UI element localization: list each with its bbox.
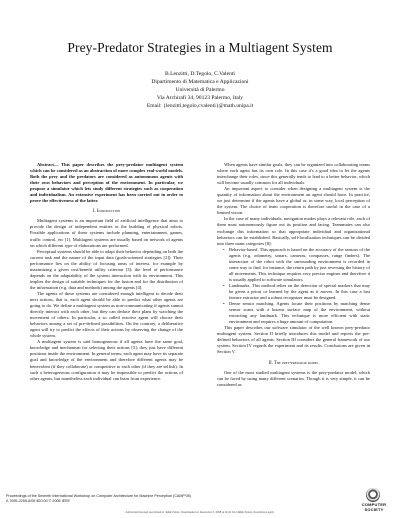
proceedings-line: Proceedings of the Seventh International Workshop on Computer Architecture for Machine Perception (CAMP'05) bbox=[6, 494, 191, 498]
list-item-dense-sensor: • Dense sensor matching. Agents locate their positions by matching dense sensor scans with a known surface map of the environment, without extracting any landmark. This technique is more efficient with static environment and requires a huge amount of computation. bbox=[229, 301, 370, 325]
list-item-landmarks: • Landmarks. This method relies on the detection of special markers that may be given a priori or learned by the agent as it moves. In this case a fast feature extractor and a robust recognizer must be designed. bbox=[229, 283, 370, 301]
author-department: Dipartimento di Matematica e Applicazioni bbox=[151, 79, 249, 85]
download-notice: Authorized licensed use limited to: IEEE Xplore. Downloaded on December 6, 2008 at 02:22 from IEEE Xplore. Restrictions apply. bbox=[125, 511, 275, 514]
right-column bbox=[217, 162, 370, 388]
intro-paragraph-4: A multiagent system is said homogeneous if all agents have the same goal, knowledge and mechanism for selecting their actions [5]; they just have different positions inside the environment. In general terms, each agent may have its separate goal and knowledge of the environment and therefore different agents may be benevolent (if they collaborate) or competitive to each other (if they are selfish). In such a heterogeneous configuration it may be impossible to predict the actions of other agents, but nonetheless each individual can learn from experience. bbox=[30, 339, 183, 381]
author-block bbox=[0, 70, 400, 110]
left-column bbox=[30, 162, 183, 382]
section-heading-prey-predator: II. The prey-predator model bbox=[268, 360, 319, 366]
isbn-line: 0-7695-2255-6/05 $20.00 © 2005 IEEE bbox=[6, 498, 71, 503]
body-paragraph-5: One of the most studied multiagent systems is the prey-predator model, which can be faced by using many different scenarios. Though it is very simple, it can be considered as bbox=[217, 369, 370, 387]
intro-paragraph-1: Multiagent systems is an important field of artificial intelligence that aims to provide the design of independent entities or the building of physical robots. Possible applications of these systems include planning, entertainment, games, traffic control, etc [1]. Multiagent systems are usually based on network of agents on which different type of elaborations are performed. bbox=[30, 218, 183, 248]
paper-title: Prey-Predator Strategies in a Multiagent System bbox=[67, 40, 333, 55]
body-paragraph-4: This paper describes our software simulator of the well known prey-predator multiagent system. Section II briefly introduces this model and reports the pre-defined behaviors of all agents. Section III considers the general framework of our system. Section IV regards the experiment and its results. Conclusions are given in Section V. bbox=[217, 325, 370, 355]
section-heading-introduction: I. Introduction bbox=[92, 209, 121, 215]
body-paragraph-3: In the case of many individuals, navigation modes plays a relevant role, each of them must autonomously figure out its position and facing. Teammates can also exchange this information so that appropriate individual and organizational behaviors can be established. Basically, self-localization techniques can be divided into three main categories [8]: bbox=[217, 216, 370, 246]
body-paragraph-2: An important aspect to consider when designing a multiagent system is the quantity of information about the environment an agent should have. In practice, we just determine if the agents have a global or, in some way, local perception of the system. The choice of team cooperation is therefore useful in the case of a limited vision. bbox=[217, 186, 370, 216]
intro-paragraph-2: Perceptual systems should be able to adapt their behavior depending on both the current task and the nature of the input data (goals-oriented strategies [2]). Their performance lies on the ability of focusing areas of interest, for example by maximizing a given cost/benefit utility criterion [3]; the level of performance depends on the adaptability of the system interaction with its environment. This implies the design of suitable techniques for the fusion and for the distribution of the information (e.g. data and methods) among the agents [4]. bbox=[30, 248, 183, 290]
abstract: Abstract— This paper describes the prey-predator multiagent system which can be considered as an abstraction of more complex real-world models. Both the prey and the predators are considered as autonomous agents with their own behaviors and perception of the environment. In particular, we propose a simulator which lets study different strategies such as cooperation and individualism. An extensive experiment has been carried out in order to prove the effectiveness of the latter. bbox=[30, 162, 183, 204]
author-email: Email: {lenzitti,tegolo,cvalenti}@math.unipa.it bbox=[146, 103, 254, 109]
seal-icon bbox=[366, 488, 380, 502]
logo-line-2: SOCIETY bbox=[364, 506, 384, 512]
author-address: Via Archirafi 34, 90123 Palermo, Italy bbox=[156, 95, 244, 101]
logo-line-1: COMPUTER bbox=[361, 502, 387, 507]
localization-list bbox=[217, 247, 370, 326]
author-university: Università di Palermo bbox=[175, 87, 225, 93]
body-paragraph-1: When agents have similar goals, they can be organized into collaborating teams where each agent has its own role. In this case it's a good idea to let the agents interchange their roles, since this generally tends to lead to a better behavior, which will become usually common for all individuals. bbox=[217, 162, 370, 186]
author-names: B.Lenzitti, D.Tegolo, C.Valenti bbox=[165, 71, 235, 77]
proceedings-footer bbox=[6, 494, 191, 503]
list-item-behavior-based: • Behavior-based. This approach is based on the accuracy of the sensors of the agents (e.g. odometry, sonars, cameras, compasses, range finders). The interaction of the robot with the surrounding environment is recorded in some way to find, for instance, the return path by just reversing the history of all movements. This technique requires very precise engines and therefore it is usually applied to software simulators. bbox=[229, 247, 370, 283]
intro-paragraph-3: The agents of these systems are considered enough intelligent to decide their next actions, that is, each agent should be able to predict what other agents are going to do. We define a multiagent system as non-communicating if agents cannot directly interact with each other, but they can deduce their plans by watching the movement of others. In particular, a so called reactive agent will choose their behaviors among a set of pre-defined possibilities. On the contrary, a deliberative agent will try to predict the effects of their actions by observing the change of the whole system. bbox=[30, 290, 183, 339]
